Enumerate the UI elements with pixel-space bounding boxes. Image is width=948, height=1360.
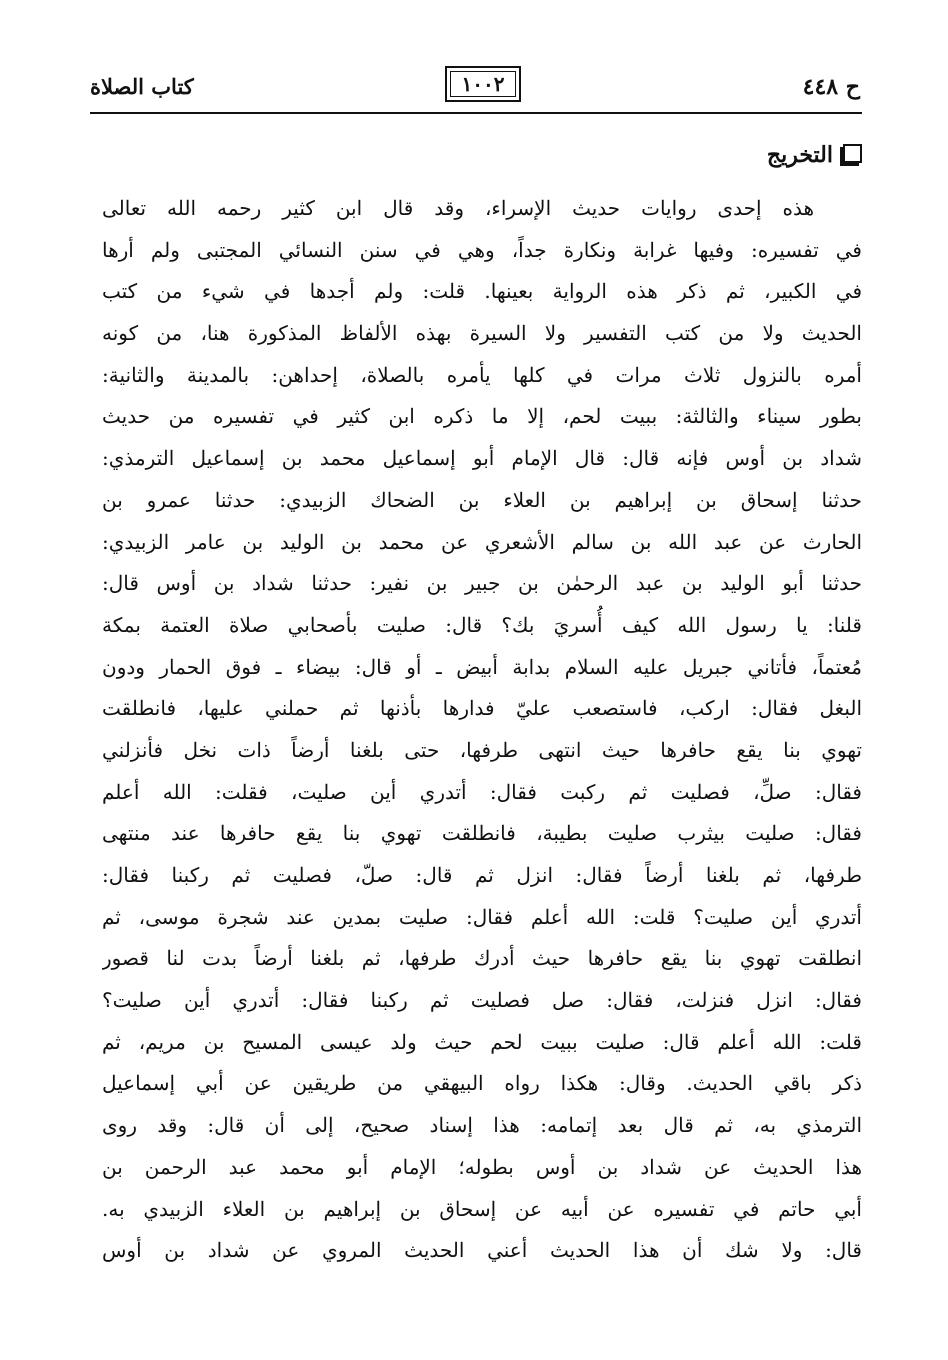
text-line: هذه إحدى روايات حديث الإسراء، وقد قال ابن كثير رحمه الله تعالى bbox=[102, 196, 814, 220]
page-number: ١٠٠٢ bbox=[461, 72, 505, 96]
book-title: كتاب الصلاة bbox=[90, 74, 194, 99]
text-line: أتدري أين صليت؟ قلت: الله أعلم فقال: صليت بمدين عند شجرة موسى، ثم bbox=[102, 904, 862, 929]
text-line: قلنا: يا رسول الله كيف أُسريَ بك؟ قال: صليت بأصحابي صلاة العتمة بمكة bbox=[102, 612, 862, 637]
text-line: فقال: انزل فنزلت، فقال: صل فصليت ثم ركبنا فقال: أتدري أين صليت؟ bbox=[102, 988, 862, 1013]
text-line: تهوي بنا يقع حافرها حيث انتهى طرفها، حتى بلغنا أرضاً ذات نخل فأنزلني bbox=[102, 737, 862, 762]
text-line: شداد بن أوس فإنه قال: قال الإمام أبو إسماعيل محمد بن إسماعيل الترمذي: bbox=[102, 446, 862, 471]
text-line: حدثنا إسحاق بن إبراهيم بن العلاء بن الضحاك الزبيدي: حدثنا عمرو بن bbox=[102, 487, 862, 512]
text-line: مُعتماً، فأتاني جبريل عليه السلام بدابة أبيض ـ أو قال: بيضاء ـ فوق الحمار ودون bbox=[102, 654, 862, 679]
header-rule bbox=[90, 112, 862, 114]
text-line: البغل فقال: اركب، فاستصعب عليّ فدارها بأذنها ثم حملني عليها، فانطلقت bbox=[102, 696, 862, 721]
text-line: فقال: صليت بيثرب صليت بطيبة، فانطلقت تهوي بنا يقع حافرها عند منتهى bbox=[102, 821, 862, 846]
text-line: طرفها، ثم بلغنا أرضاً فقال: انزل ثم قال: صلّ، فصليت ثم ركبنا فقال: bbox=[102, 863, 862, 887]
text-line: بطور سيناء والثالثة: ببيت لحم، إلا ما ذكره ابن كثير في تفسيره من حديث bbox=[102, 404, 862, 429]
square-bullet-icon bbox=[843, 144, 862, 163]
running-header bbox=[90, 62, 860, 114]
text-line: فقال: صلِّ، فصليت ثم ركبت فقال: أتدري أين صليت، فقلت: الله أعلم bbox=[102, 779, 862, 804]
text-line: في تفسيره: وفيها غرابة ونكارة جداً، وهي في سنن النسائي المجتبى ولم أرها bbox=[102, 237, 862, 262]
section-heading bbox=[90, 142, 862, 168]
text-line: الترمذي به، ثم قال بعد إتمامه: هذا إسناد صحيح، إلى أن قال: وقد روى bbox=[102, 1113, 862, 1138]
text-line: أمره بالنزول ثلاث مرات في كلها يأمره بالصلاة، إحداهن: بالمدينة والثانية: bbox=[102, 362, 862, 387]
text-line: هذا الحديث عن شداد بن أوس بطوله؛ الإمام أبو محمد عبد الرحمن بن bbox=[102, 1154, 862, 1179]
text-line: الحارث عن عبد الله بن سالم الأشعري عن محمد بن الوليد بن عامر الزبيدي: bbox=[102, 529, 862, 554]
text-line: قال: ولا شك أن هذا الحديث أعني الحديث المروي عن شداد بن أوس bbox=[102, 1238, 862, 1263]
section-title: التخريج bbox=[766, 142, 833, 168]
body-text bbox=[102, 188, 862, 1272]
text-line: الحديث ولا من كتب التفسير ولا السيرة بهذه الألفاظ المذكورة هنا، من كونه bbox=[102, 321, 862, 346]
text-line: في الكبير، ثم ذكر هذه الرواية بعينها. قلت: ولم أجدها في شيء من كتب bbox=[102, 279, 862, 304]
page-reference: ح ٤٤٨ bbox=[802, 74, 860, 100]
text-line: أبي حاتم في تفسيره عن أبيه عن إسحاق بن إبراهيم بن العلاء الزبيدي به. bbox=[102, 1196, 862, 1221]
text-line: حدثنا أبو الوليد بن عبد الرحمٰن بن جبير بن نفير: حدثنا شداد بن أوس قال: bbox=[102, 571, 862, 596]
text-line: انطلقت تهوي بنا يقع حافرها حيث أدرك طرفها، ثم بلغنا أرضاً بدت لنا قصور bbox=[102, 946, 862, 971]
page-number-frame bbox=[445, 66, 521, 102]
text-line: قلت: الله أعلم قال: صليت ببيت لحم حيث ولد عيسى المسيح بن مريم، ثم bbox=[102, 1029, 862, 1054]
text-line: ذكر باقي الحديث. وقال: هكذا رواه البيهقي من طريقين عن أبي إسماعيل bbox=[102, 1071, 862, 1096]
